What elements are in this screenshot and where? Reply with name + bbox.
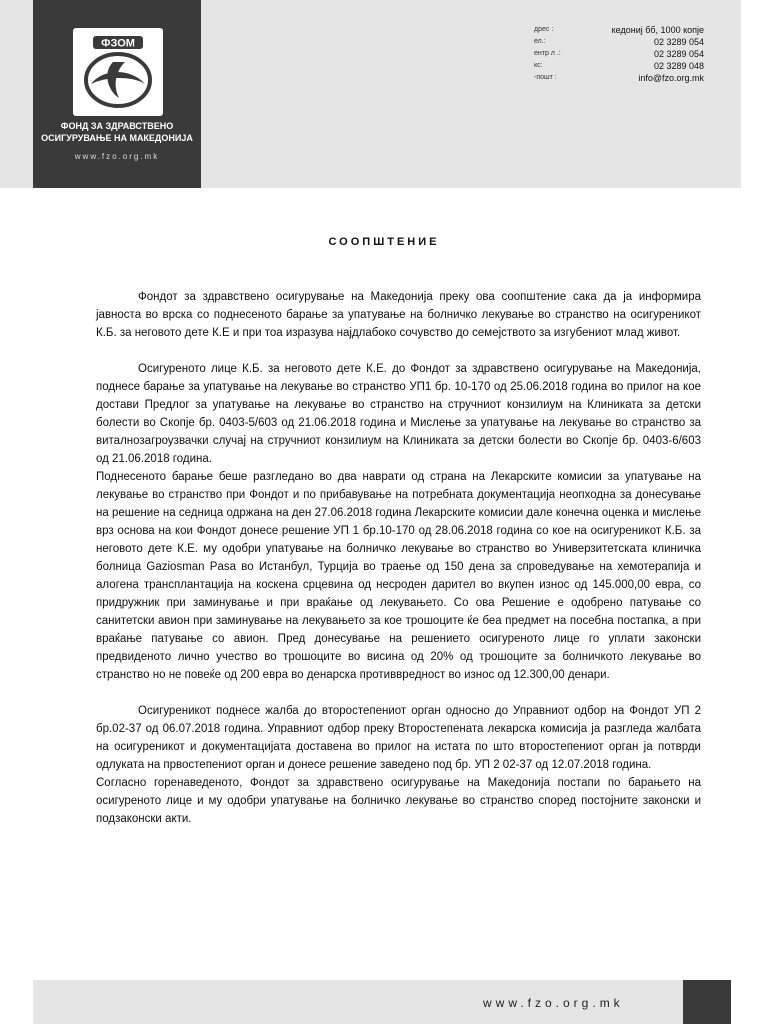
footer-accent [683,980,731,1024]
paragraph-request: Осигуреното лице К.Б. за неговото дете К.Е. до Фондот за здравствено осигурување на Македонија, поднесе барање за упатување на лекување во странство УП1 бр. 10-170 од 25.06.2018 година во прилог на кое достави Предлог за упатување на лекување во странство на стручниот конзилиум на Клиниката за детски болести во Скопје бр. 0403-5/603 од 21.06.2018 година и Мислење за упатување на лекување во странство за виталнозагроузвачки случај на стручниот конзилиум на Клиниката за детски болести во Скопје бр. 0403-6/603 од 21.06.2018 година. [96,363,701,465]
logo-block [33,0,201,188]
contact-fax [534,60,704,72]
contact-label: ел.: [534,38,546,45]
contact-block [534,24,704,84]
contact-value: info@fzo.org.mk [638,73,704,83]
contact-label: ентр л .: [534,50,561,57]
fzom-logo-icon [73,28,163,116]
contact-address [534,24,704,36]
org-name-line2: ОСИГУРУВАЊЕ НА МАКЕДОНИЈА [41,133,193,143]
contact-value: 02 3289 054 [653,49,704,59]
contact-switchboard [534,48,704,60]
footer-band [33,980,683,1024]
contact-value: 02 3289 054 [653,37,704,47]
logo-text: ФЗОМ [101,37,135,50]
contact-value: кедониј бб, 1000 копје [611,25,704,35]
contact-phone [534,36,704,48]
contact-value: 02 3289 048 [653,61,704,71]
org-website: www.fzo.org.mk [74,152,160,161]
footer-website: www.fzo.org.mk [483,996,624,1010]
org-name [33,120,201,144]
contact-label: кс: [534,62,543,69]
fzom-logo [73,28,163,116]
paragraph-decision: Поднесеното барање беше разгледано во два наврати од страна на Лекарските комисии за упатување на лекување во странство при Фондот и по прибавување на потребната документација неопходна за донесување на решение на седница одржана на ден 27.06.2018 година Лекарските комисии дале конечна оценка и мислење врз основа на кои Фондот донесе решение УП 1 бр.10-170 од 28.06.2018 година со кое на осигуреникот К.Б. за неговото дете К.Е. му одобри упатување на болничко лекување во странство во Универзитетската клиничка болница Gaziosman Pasa во Истанбул, Турција во траење од 150 дена за спроведување на хемотерапија и алогена трансплантација на коскена срцевина од несроден дарител во вкупен износ од 145.000,00 евра, со придружник при заминување и при враќање од лекувањето. Со ова Решение е одобрено патување со санитетски авион при заминување на лекувањето за кое трошоците ќе беа предмет на посебна постапка, а при враќање патување со авион. Пред донесување на решението осигуреното лице го уплати законски предвиденото лично учество во трошоците во висина од 20% од трошоците за болничкото лекување во странство но не повеќе од 200 евра во денарска противвредност во износ од 12.300,00 денари. [96,471,701,681]
paragraph-conclusion: Согласно горенаведеното, Фондот за здравствено осигурување на Македонија постапи по барањето на осигуреното лице и му одобри упатување на болничко лекување во странство според постојните законски и подзаконски акти. [96,777,701,825]
document-title: СООПШТЕНИЕ [328,236,440,248]
document-body [96,288,701,828]
contact-label: -пошт : [534,74,557,81]
contact-email [534,72,704,84]
contact-label: дрес : [534,26,554,33]
paragraph-appeal: Осигуреникот поднесе жалба до второстепениот орган односно до Управниот одбор на Фондот УП 2 бр.02-37 од 06.07.2018 година. Управниот одбор преку Второстепената лекарска комисија ја разгледа жалбата на осигуреникот и документацијата доставена во прилог на истата по што второстепениот орган ја потврди одлуката на првостепениот орган и донесе решение заведено под бр. УП 2 02-37 од 12.07.2018 година. [96,705,701,771]
org-name-line1: ФОНД ЗА ЗДРАВСТВЕНО [60,121,174,131]
paragraph-intro: Фондот за здравствено осигурување на Македонија преку ова соопштение сака да ја информира јавноста во врска со поднесеното барање за упатување на болничко лекување во странство на осигуреникот К.Б. за неговото дете К.Е и при тоа изразува најдлабоко сочувство до семејството за изгубениот млад живот. [96,291,701,339]
